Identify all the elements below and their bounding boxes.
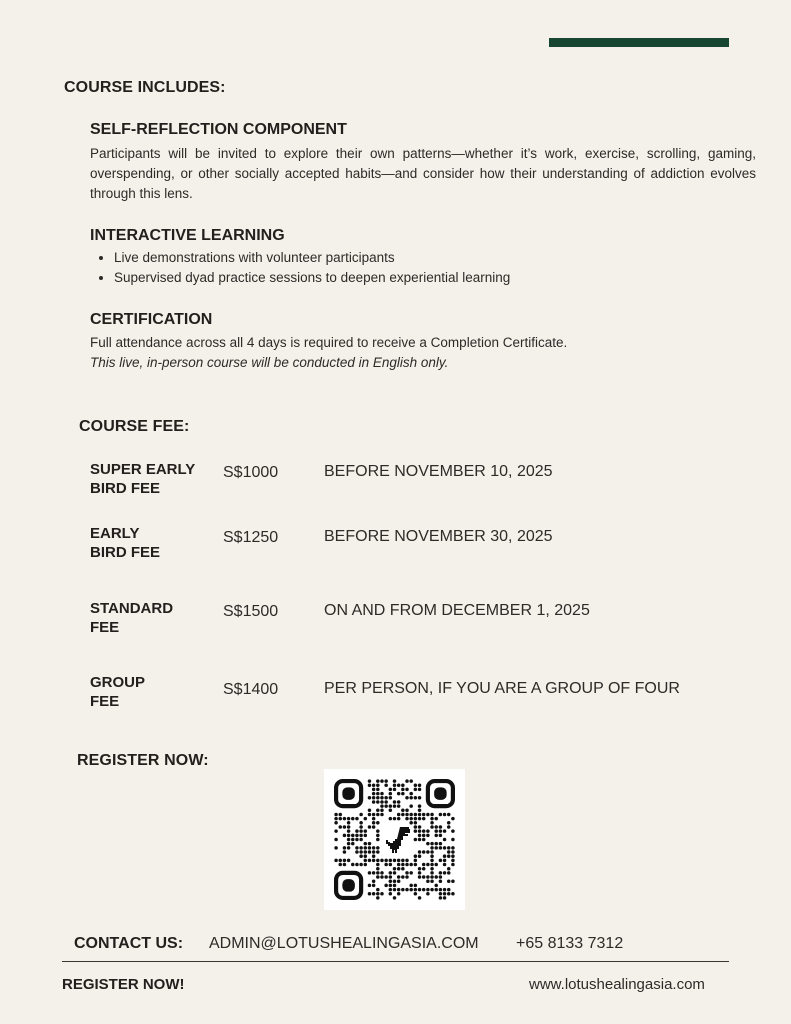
register-now-heading: REGISTER NOW: [77,752,209,769]
fee-label [90,460,210,498]
fee-price: S$1500 [223,603,279,620]
self-reflection-text: Participants will be invited to explore their own patterns—whether it’s work, exercise, scrolling, gaming, overspending, or other socially accepted habits—and consider how their understanding of addiction evolves through this lens. [90,146,756,201]
interactive-learning-title: INTERACTIVE LEARNING [90,227,285,244]
fee-price: S$1000 [223,464,279,481]
qr-code-icon [334,779,455,900]
list-item: • Live demonstrations with volunteer participants [114,248,510,268]
fee-condition: BEFORE NOVEMBER 10, 2025 [324,463,553,480]
fee-label-line2: FEE [90,693,120,710]
language-note: This live, in-person course will be conducted in English only. [90,355,449,370]
fee-price: S$1400 [223,681,279,698]
contact-label: CONTACT US: [74,935,184,952]
certification-title: CERTIFICATION [90,311,213,328]
register-now-cta[interactable]: REGISTER NOW! [62,976,185,993]
footer-divider [62,961,729,962]
fee-condition: PER PERSON, IF YOU ARE A GROUP OF FOUR [324,680,680,697]
fee-price: S$1250 [223,529,279,546]
interactive-learning-list [96,248,510,288]
fee-label [90,524,210,562]
contact-phone-link[interactable]: +65 8133 7312 [516,935,624,952]
website-link[interactable]: www.lotushealingasia.com [529,976,705,993]
fee-label-line2: BIRD FEE [90,480,161,497]
fee-label-line1: GROUP [90,674,146,691]
fee-condition: ON AND FROM DECEMBER 1, 2025 [324,602,590,619]
fee-label-line2: FEE [90,619,120,636]
fee-label-line1: EARLY [90,525,140,542]
course-includes-heading: COURSE INCLUDES: [64,79,226,96]
qr-code[interactable] [324,769,465,910]
dinosaur-icon [386,827,410,853]
fee-label-line1: STANDARD [90,600,174,617]
accent-bar [549,38,729,47]
fee-label-line2: BIRD FEE [90,544,161,561]
contact-email-link[interactable]: ADMIN@LOTUSHEALINGASIA.COM [209,935,479,952]
certification-text: Full attendance across all 4 days is required to receive a Completion Certificate. [90,335,568,350]
fee-label-line1: SUPER EARLY [90,461,196,478]
self-reflection-title: SELF-REFLECTION COMPONENT [90,121,347,138]
fee-label [90,599,210,637]
list-item: • Supervised dyad practice sessions to deepen experiential learning [114,268,510,288]
fee-condition: BEFORE NOVEMBER 30, 2025 [324,528,553,545]
fee-label [90,673,210,711]
course-fee-heading: COURSE FEE: [79,418,190,435]
